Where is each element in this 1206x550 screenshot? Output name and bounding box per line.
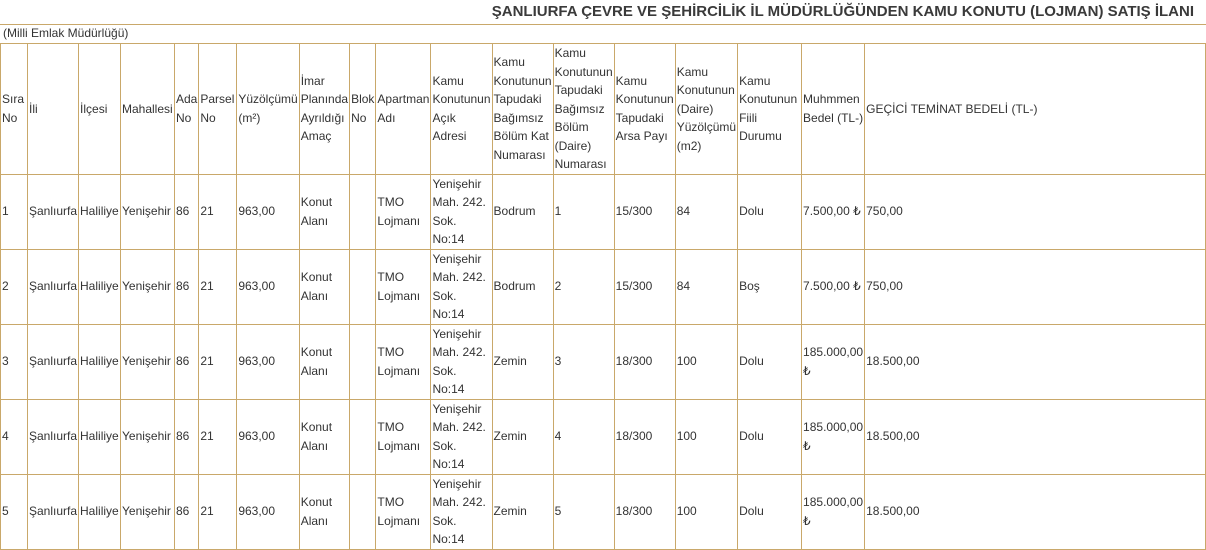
cell-muhammen-bedel: 185.000,00 ₺ <box>802 399 865 474</box>
cell-ilce: Haliliye <box>79 249 121 324</box>
cell-parsel-no: 21 <box>199 399 237 474</box>
cell-imar-amac: Konut Alanı <box>299 174 349 249</box>
cell-mahalle: Yenişehir <box>121 174 175 249</box>
page-title: ŞANLIURFA ÇEVRE VE ŞEHİRCİLİK İL MÜDÜRLÜĞÜNDEN KAMU KONUTU (LOJMAN) SATIŞ İLANI <box>491 3 1194 20</box>
cell-kat-numarasi: Bodrum <box>492 249 553 324</box>
cell-imar-amac: Konut Alanı <box>299 399 349 474</box>
cell-acik-adres: Yenişehir Mah. 242. Sok. No:14 <box>431 474 492 549</box>
column-header-daire-yuzolcumu: Kamu Konutunun (Daire) Yüzölçümü (m2) <box>675 44 737 175</box>
cell-imar-amac: Konut Alanı <box>299 474 349 549</box>
column-header-acik-adres: Kamu Konutunun Açık Adresi <box>431 44 492 175</box>
column-header-ada-no: Ada No <box>174 44 198 175</box>
cell-daire-yuzolcumu: 84 <box>675 174 737 249</box>
cell-sira-no: 3 <box>1 324 28 399</box>
cell-imar-amac: Konut Alanı <box>299 324 349 399</box>
cell-ada-no: 86 <box>174 324 198 399</box>
cell-ada-no: 86 <box>174 399 198 474</box>
cell-muhammen-bedel: 7.500,00 ₺ <box>802 174 865 249</box>
column-header-kat-numarasi: Kamu Konutunun Tapudaki Bağımsız Bölüm Kat Numarası <box>492 44 553 175</box>
column-header-yuzolcumu: Yüzölçümü (m²) <box>237 44 299 175</box>
cell-ilce: Haliliye <box>79 174 121 249</box>
cell-yuzolcumu: 963,00 <box>237 324 299 399</box>
cell-ada-no: 86 <box>174 474 198 549</box>
cell-ada-no: 86 <box>174 249 198 324</box>
cell-ilce: Haliliye <box>79 474 121 549</box>
table-row <box>1 474 1206 549</box>
cell-ilce: Haliliye <box>79 399 121 474</box>
cell-muhammen-bedel: 185.000,00 ₺ <box>802 474 865 549</box>
cell-acik-adres: Yenişehir Mah. 242. Sok. No:14 <box>431 174 492 249</box>
cell-muhammen-bedel: 7.500,00 ₺ <box>802 249 865 324</box>
page-subtitle: (Milli Emlak Müdürlüğü) <box>3 26 129 40</box>
cell-kat-numarasi: Zemin <box>492 399 553 474</box>
cell-daire-yuzolcumu: 100 <box>675 324 737 399</box>
cell-gecici-teminat: 18.500,00 <box>865 474 1206 549</box>
cell-mahalle: Yenişehir <box>121 399 175 474</box>
cell-yuzolcumu: 963,00 <box>237 174 299 249</box>
table-row <box>1 324 1206 399</box>
cell-ilce: Haliliye <box>79 324 121 399</box>
cell-sira-no: 5 <box>1 474 28 549</box>
column-header-arsa-payi: Kamu Konutunun Tapudaki Arsa Payı <box>614 44 675 175</box>
header-row <box>1 44 1206 175</box>
cell-arsa-payi: 18/300 <box>614 324 675 399</box>
cell-yuzolcumu: 963,00 <box>237 474 299 549</box>
cell-apartman-adi: TMO Lojmanı <box>376 474 431 549</box>
cell-daire-numarasi: 3 <box>553 324 614 399</box>
column-header-fiili-durum: Kamu Konutunun Fiili Durumu <box>738 44 802 175</box>
cell-kat-numarasi: Zemin <box>492 324 553 399</box>
column-header-daire-numarasi: Kamu Konutunun Tapudaki Bağımsız Bölüm (Daire) Numarası <box>553 44 614 175</box>
cell-parsel-no: 21 <box>199 474 237 549</box>
table-body <box>1 174 1206 549</box>
cell-fiili-durum: Boş <box>738 249 802 324</box>
listing-table <box>0 43 1206 550</box>
column-header-ilce: İlçesi <box>79 44 121 175</box>
table-row <box>1 399 1206 474</box>
table-header <box>1 44 1206 175</box>
cell-blok-no <box>350 399 376 474</box>
cell-blok-no <box>350 174 376 249</box>
cell-sira-no: 1 <box>1 174 28 249</box>
cell-fiili-durum: Dolu <box>738 399 802 474</box>
cell-acik-adres: Yenişehir Mah. 242. Sok. No:14 <box>431 324 492 399</box>
cell-il: Şanlıurfa <box>27 399 78 474</box>
cell-muhammen-bedel: 185.000,00 ₺ <box>802 324 865 399</box>
cell-daire-numarasi: 1 <box>553 174 614 249</box>
table-row <box>1 174 1206 249</box>
table-row <box>1 249 1206 324</box>
cell-yuzolcumu: 963,00 <box>237 249 299 324</box>
cell-daire-numarasi: 5 <box>553 474 614 549</box>
cell-gecici-teminat: 750,00 <box>865 249 1206 324</box>
cell-mahalle: Yenişehir <box>121 249 175 324</box>
column-header-imar-amac: İmar Planında Ayrıldığı Amaç <box>299 44 349 175</box>
cell-blok-no <box>350 324 376 399</box>
cell-ada-no: 86 <box>174 174 198 249</box>
cell-il: Şanlıurfa <box>27 174 78 249</box>
cell-blok-no <box>350 474 376 549</box>
cell-il: Şanlıurfa <box>27 324 78 399</box>
cell-parsel-no: 21 <box>199 249 237 324</box>
cell-daire-yuzolcumu: 84 <box>675 249 737 324</box>
cell-sira-no: 4 <box>1 399 28 474</box>
cell-fiili-durum: Dolu <box>738 474 802 549</box>
cell-arsa-payi: 18/300 <box>614 399 675 474</box>
cell-acik-adres: Yenişehir Mah. 242. Sok. No:14 <box>431 249 492 324</box>
column-header-mahalle: Mahallesi <box>121 44 175 175</box>
cell-mahalle: Yenişehir <box>121 474 175 549</box>
cell-daire-numarasi: 2 <box>553 249 614 324</box>
cell-parsel-no: 21 <box>199 324 237 399</box>
cell-fiili-durum: Dolu <box>738 324 802 399</box>
cell-kat-numarasi: Zemin <box>492 474 553 549</box>
cell-gecici-teminat: 750,00 <box>865 174 1206 249</box>
cell-parsel-no: 21 <box>199 174 237 249</box>
column-header-apartman-adi: Apartman Adı <box>376 44 431 175</box>
cell-mahalle: Yenişehir <box>121 324 175 399</box>
cell-kat-numarasi: Bodrum <box>492 174 553 249</box>
cell-daire-numarasi: 4 <box>553 399 614 474</box>
cell-sira-no: 2 <box>1 249 28 324</box>
cell-gecici-teminat: 18.500,00 <box>865 324 1206 399</box>
column-header-muhammen-bedel: Muhmmen Bedel (TL-) <box>802 44 865 175</box>
cell-arsa-payi: 18/300 <box>614 474 675 549</box>
column-header-sira-no: Sıra No <box>1 44 28 175</box>
column-header-il: İli <box>27 44 78 175</box>
cell-il: Şanlıurfa <box>27 474 78 549</box>
cell-apartman-adi: TMO Lojmanı <box>376 399 431 474</box>
column-header-blok-no: Blok No <box>350 44 376 175</box>
cell-apartman-adi: TMO Lojmanı <box>376 324 431 399</box>
cell-arsa-payi: 15/300 <box>614 174 675 249</box>
cell-arsa-payi: 15/300 <box>614 249 675 324</box>
cell-yuzolcumu: 963,00 <box>237 399 299 474</box>
column-header-parsel-no: Parsel No <box>199 44 237 175</box>
column-header-gecici-teminat: GEÇİCİ TEMİNAT BEDELİ (TL-) <box>865 44 1206 175</box>
cell-gecici-teminat: 18.500,00 <box>865 399 1206 474</box>
cell-il: Şanlıurfa <box>27 249 78 324</box>
cell-acik-adres: Yenişehir Mah. 242. Sok. No:14 <box>431 399 492 474</box>
title-bar <box>0 0 1206 25</box>
cell-imar-amac: Konut Alanı <box>299 249 349 324</box>
cell-apartman-adi: TMO Lojmanı <box>376 174 431 249</box>
cell-apartman-adi: TMO Lojmanı <box>376 249 431 324</box>
cell-daire-yuzolcumu: 100 <box>675 399 737 474</box>
cell-fiili-durum: Dolu <box>738 174 802 249</box>
cell-blok-no <box>350 249 376 324</box>
cell-daire-yuzolcumu: 100 <box>675 474 737 549</box>
